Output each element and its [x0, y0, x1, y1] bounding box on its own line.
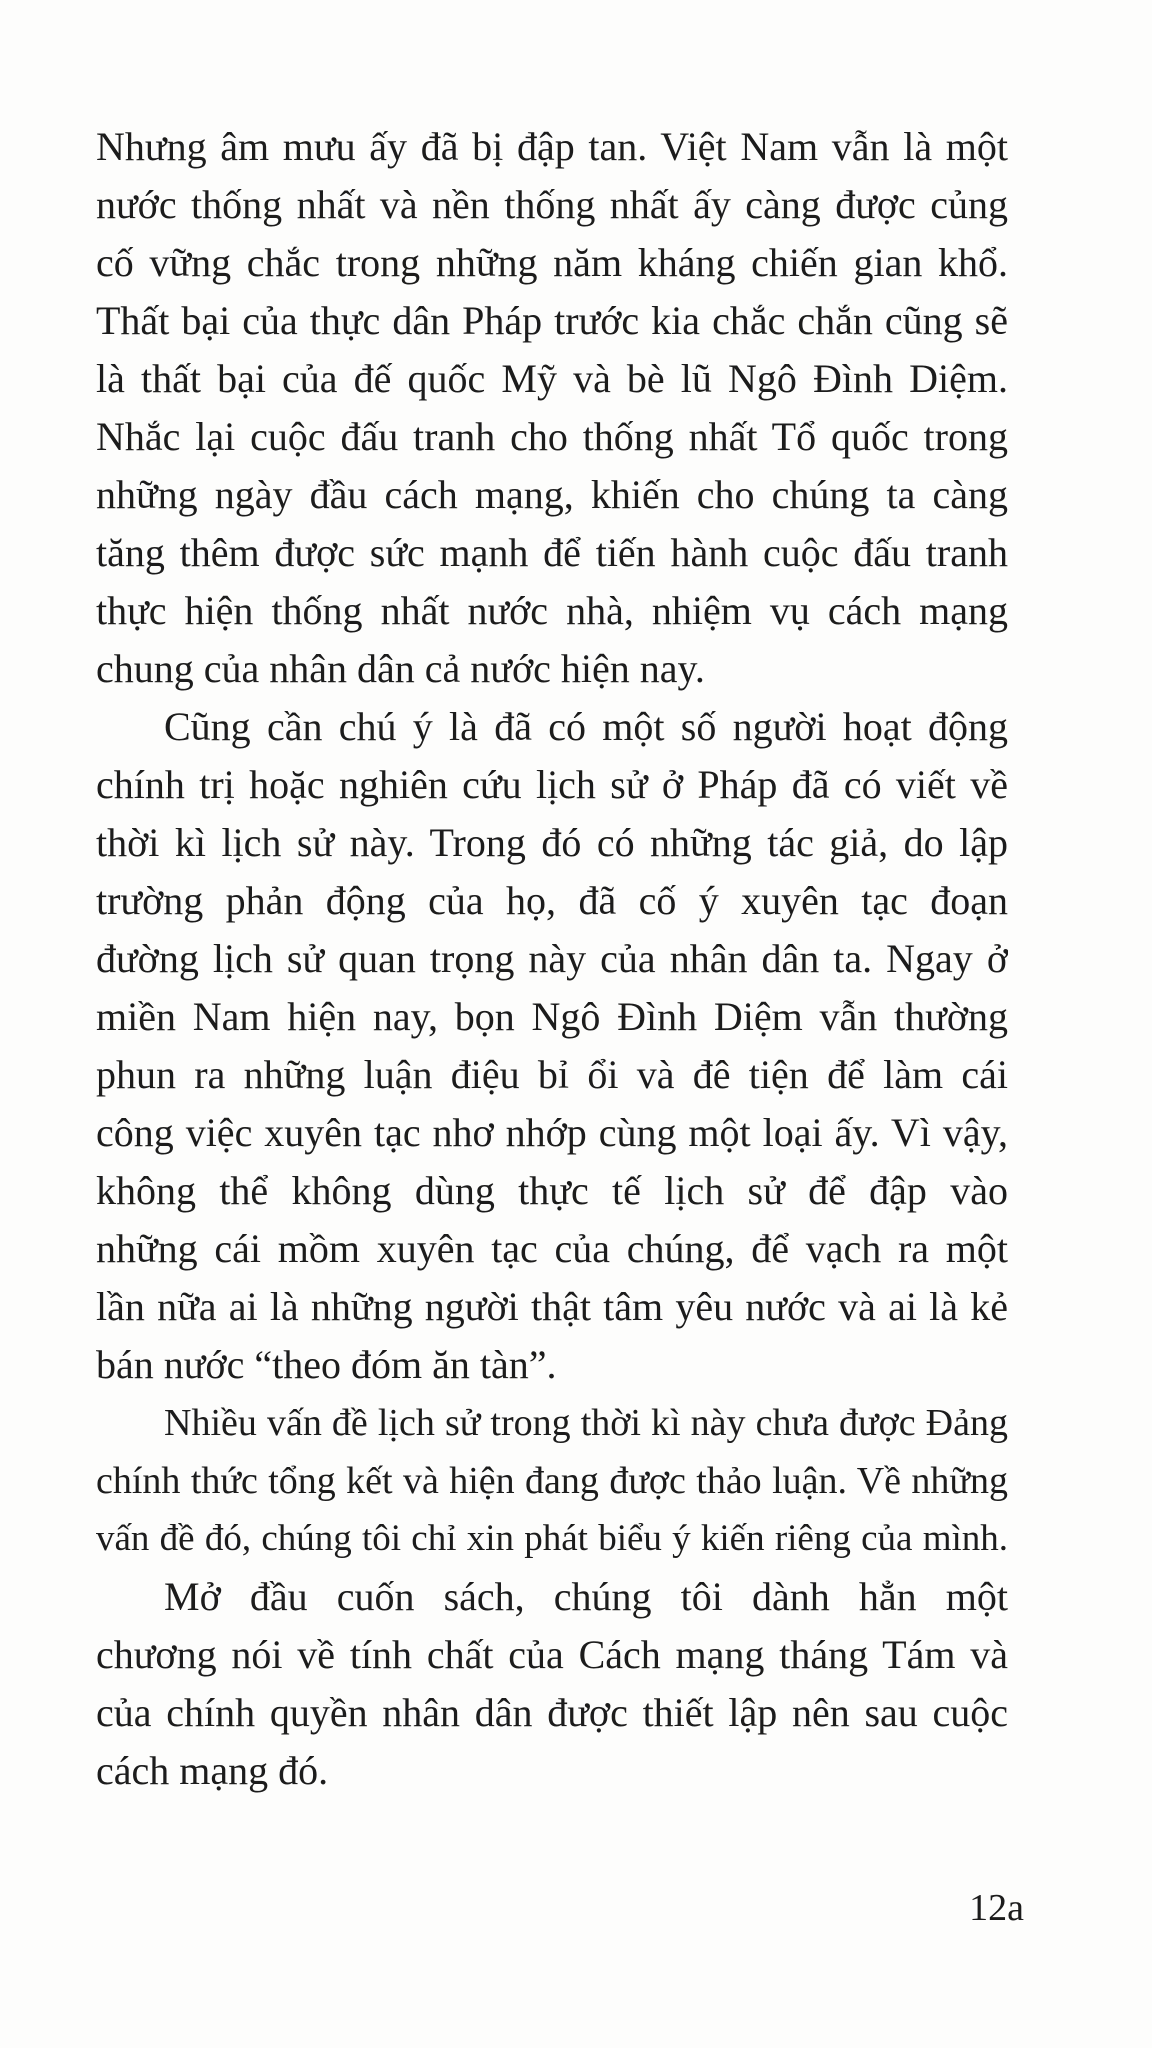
text-line: là thất bại của đế quốc Mỹ và bè lũ Ngô Đình Diệm.	[96, 356, 1008, 401]
text-line: những cái mồm xuyên tạc của chúng, để vạch ra một	[96, 1226, 1008, 1271]
paragraph-2	[96, 698, 1008, 1394]
text-line: Nhưng âm mưu ấy đã bị đập tan. Việt Nam vẫn là một	[96, 124, 1008, 169]
text-line: thời kì lịch sử này. Trong đó có những tác giả, do lập	[96, 820, 1008, 865]
text-line: chương nói về tính chất của Cách mạng tháng Tám và	[96, 1632, 1008, 1677]
text-line: không thể không dùng thực tế lịch sử để đập vào	[96, 1168, 1008, 1213]
text-line: lần nữa ai là những người thật tâm yêu nước và ai là kẻ	[96, 1284, 1008, 1329]
text-line: vấn đề đó, chúng tôi chỉ xin phát biểu ý kiến riêng của mình.	[96, 1518, 1008, 1559]
text-line: cách mạng đó.	[96, 1748, 329, 1793]
text-line: chính trị hoặc nghiên cứu lịch sử ở Pháp đã có viết về	[96, 762, 1008, 807]
paragraph-1	[96, 118, 1008, 698]
text-line: công việc xuyên tạc nhơ nhớp cùng một loại ấy. Vì vậy,	[96, 1110, 1008, 1155]
text-line: Cũng cần chú ý là đã có một số người hoạt động	[164, 704, 1008, 749]
text-line: Mở đầu cuốn sách, chúng tôi dành hẳn một	[164, 1574, 1008, 1619]
text-line: Nhiều vấn đề lịch sử trong thời kì này chưa được Đảng	[164, 1402, 1008, 1444]
text-line: tăng thêm được sức mạnh để tiến hành cuộc đấu tranh	[96, 530, 1008, 575]
text-line: thực hiện thống nhất nước nhà, nhiệm vụ cách mạng	[96, 588, 1008, 633]
text-line: miền Nam hiện nay, bọn Ngô Đình Diệm vẫn thường	[96, 994, 1008, 1039]
text-line: trường phản động của họ, đã cố ý xuyên tạc đoạn	[96, 878, 1008, 923]
body-text	[96, 118, 1008, 1800]
text-line: đường lịch sử quan trọng này của nhân dân ta. Ngay ở	[96, 936, 1008, 981]
text-line: chung của nhân dân cả nước hiện nay.	[96, 646, 705, 691]
paragraph-3	[96, 1394, 1008, 1568]
text-line: của chính quyền nhân dân được thiết lập nên sau cuộc	[96, 1690, 1008, 1735]
text-line: bán nước “theo đóm ăn tàn”.	[96, 1342, 557, 1387]
text-line: những ngày đầu cách mạng, khiến cho chúng ta càng	[96, 472, 1008, 517]
text-line: cố vững chắc trong những năm kháng chiến gian khổ.	[96, 240, 1008, 285]
text-line: phun ra những luận điệu bỉ ổi và đê tiện để làm cái	[96, 1052, 1008, 1097]
text-line: Thất bại của thực dân Pháp trước kia chắc chắn cũng sẽ	[96, 298, 1008, 343]
page-number: 12a	[969, 1887, 1024, 1929]
paragraph-4	[96, 1568, 1008, 1800]
text-line: chính thức tổng kết và hiện đang được thảo luận. Về những	[96, 1460, 1008, 1502]
text-line: Nhắc lại cuộc đấu tranh cho thống nhất Tổ quốc trong	[96, 414, 1008, 459]
text-line: nước thống nhất và nền thống nhất ấy càng được củng	[96, 182, 1008, 227]
